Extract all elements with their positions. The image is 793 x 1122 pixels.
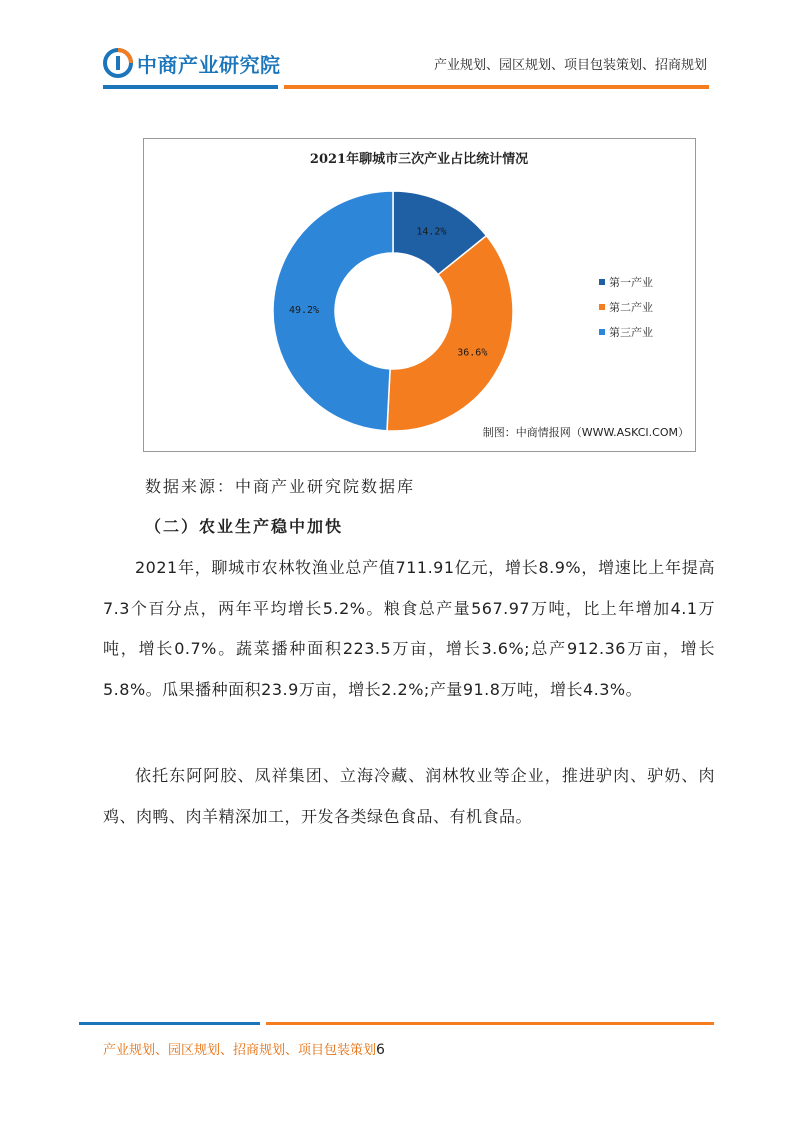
chart-credit: 制图：中商情报网（WWW.ASKCI.COM） xyxy=(482,426,689,439)
chart-container xyxy=(143,138,696,452)
header-rule-orange xyxy=(284,85,709,89)
paragraph-agriculture-stats: 2021年，聊城市农林牧渔业总产值711.91亿元，增长8.9%，增速比上年提高7.3个百分点，两年平均增长5.2%。粮食总产量567.97万吨，比上年增加4.1万吨，增长0.7%。蔬菜播种面积223.5万亩，增长3.6%;总产912.36万亩，增长5.8%。瓜果播种面积23.9万亩，增长2.2%;产量91.8万吨，增长4.3%。 xyxy=(103,558,715,699)
legend-swatch-2 xyxy=(599,304,605,310)
header-rule-blue xyxy=(103,85,278,89)
footer-rule-blue xyxy=(79,1022,260,1025)
slice-label-2: 36.6% xyxy=(457,347,488,359)
paragraph-agriculture-enterprises: 依托东阿阿胶、凤祥集团、立海冷藏、润林牧业等企业，推进驴肉、驴奶、肉鸡、肉鸭、肉羊精深加工，开发各类绿色食品、有机食品。 xyxy=(103,766,715,826)
header-tagline: 产业规划、园区规划、项目包装策划、招商规划 xyxy=(433,58,707,73)
legend-swatch-1 xyxy=(599,279,605,285)
donut-chart xyxy=(144,139,695,451)
section-subheading: （二）农业生产稳中加快 xyxy=(145,517,344,536)
chart-title: 2021年聊城市三次产业占比统计情况 xyxy=(309,152,529,167)
page-number: 6 xyxy=(376,1042,385,1058)
logo xyxy=(103,48,281,78)
legend-label-3: 第三产业 xyxy=(609,326,653,339)
logo-text: 中商产业研究院 xyxy=(137,52,281,77)
footer-tagline xyxy=(103,1039,385,1058)
slice-label-3: 49.2% xyxy=(288,304,320,316)
slice-label-1: 14.2% xyxy=(416,226,447,238)
footer-rule-orange xyxy=(266,1022,714,1025)
slice-2 xyxy=(387,236,513,431)
logo-icon xyxy=(103,48,133,78)
data-source: 数据来源：中商产业研究院数据库 xyxy=(145,477,416,496)
legend-label-2: 第二产业 xyxy=(609,301,653,314)
legend-swatch-3 xyxy=(599,329,605,335)
legend-label-1: 第一产业 xyxy=(609,276,653,289)
footer-tagline-text: 产业规划、园区规划、招商规划、项目包装策划 xyxy=(103,1043,377,1058)
